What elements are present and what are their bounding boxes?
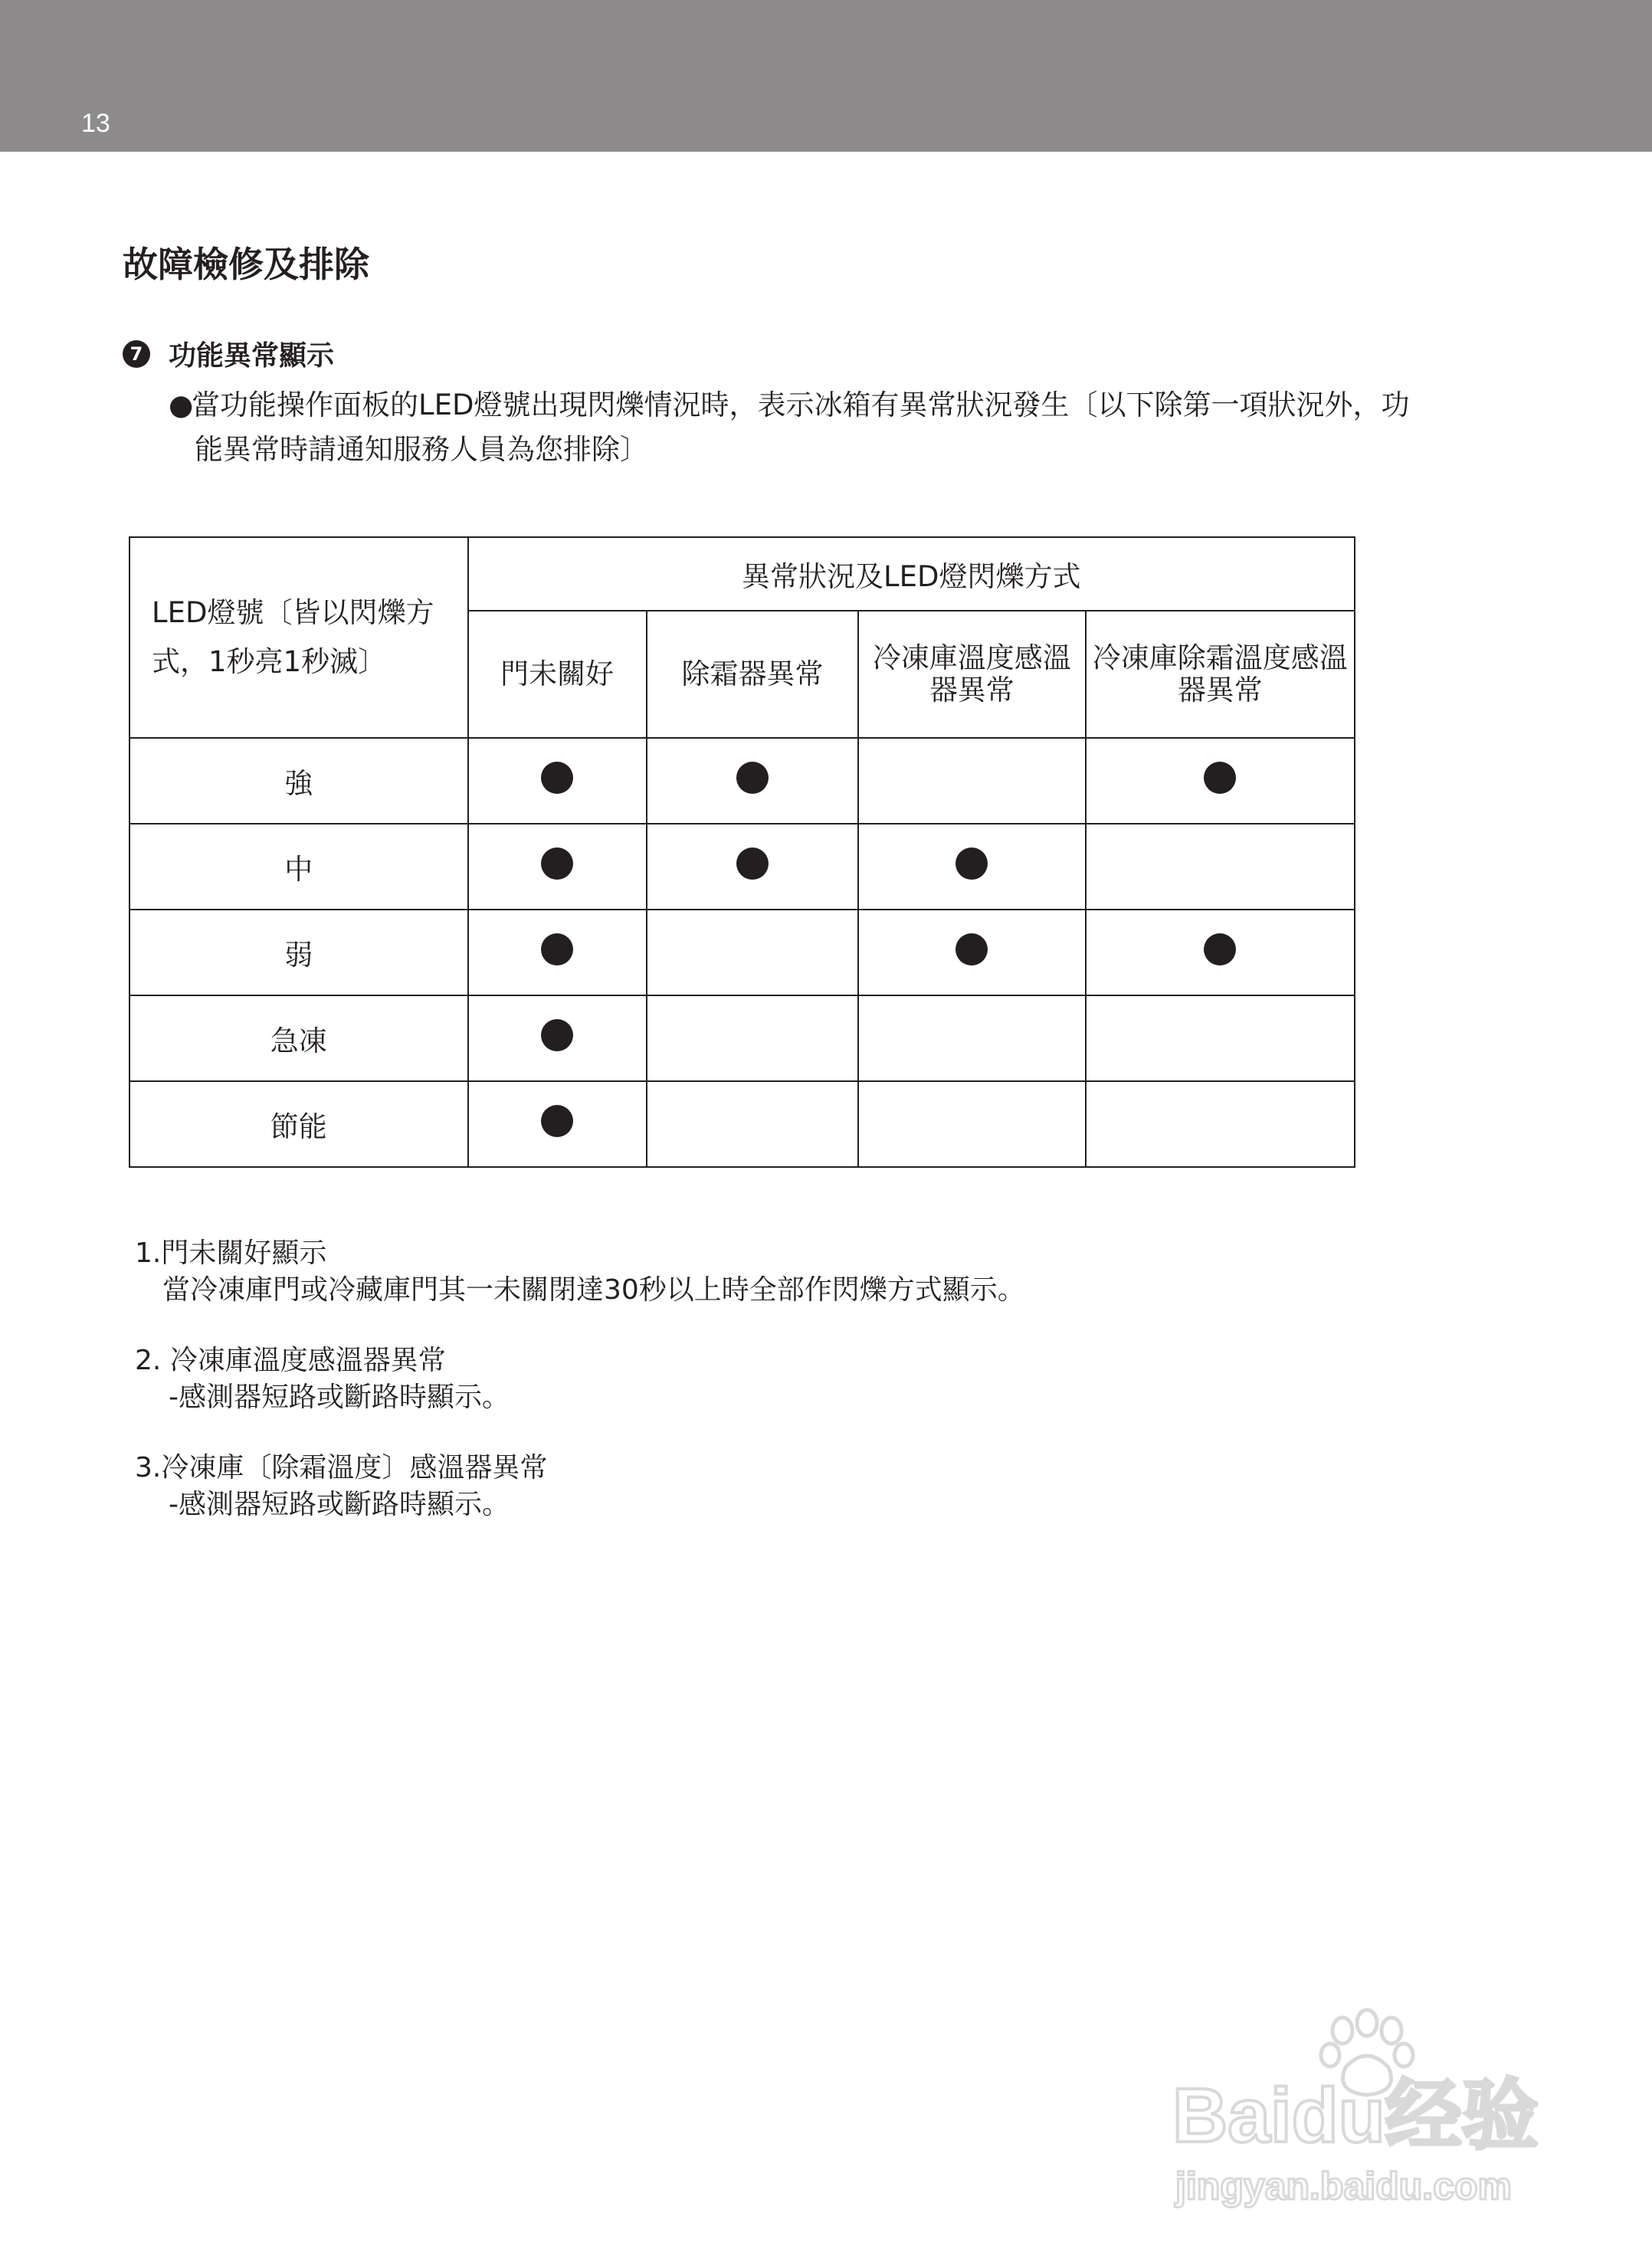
baidu-watermark — [1172, 2008, 1571, 2222]
led-dot-icon — [1204, 933, 1236, 965]
watermark-url: jingyan.baidu.com — [1175, 2165, 1512, 2208]
table-cell — [468, 1081, 647, 1167]
note-item — [135, 1235, 1514, 1309]
intro-line-2: 能異常時請通知服務人員為您排除〕 — [195, 433, 648, 466]
led-dot-icon — [541, 1019, 573, 1051]
note-body: 當冷凍庫門或冷藏庫門其一未關閉達30秒以上時全部作閃爍方式顯示。 — [162, 1274, 1025, 1306]
note-title: 1.門未關好顯示 — [135, 1238, 327, 1269]
table-cell — [1086, 995, 1355, 1081]
table-cell — [647, 824, 858, 910]
table-row — [129, 995, 1355, 1081]
table-row — [129, 824, 1355, 910]
table-cell — [468, 738, 647, 824]
table-cell — [647, 910, 858, 995]
number-badge-icon: 7 — [123, 340, 150, 368]
subsection-heading — [123, 334, 334, 373]
table-cell — [858, 824, 1085, 910]
table-cell — [647, 995, 858, 1081]
led-dot-icon — [541, 933, 573, 965]
table-body — [129, 738, 1355, 1167]
row-label: 強 — [129, 738, 468, 824]
column-header: 除霜器異常 — [647, 611, 858, 738]
row-label: 節能 — [129, 1081, 468, 1167]
led-dot-icon — [1204, 762, 1236, 794]
note-title: 3.冷凍庫〔除霜溫度〕感溫器異常 — [135, 1452, 548, 1483]
led-header-cell: LED燈號〔皆以閃爍方式，1秒亮1秒滅〕 — [129, 537, 468, 738]
led-dot-icon — [541, 847, 573, 880]
section-title: 故障檢修及排除 — [123, 244, 369, 285]
table-cell — [468, 910, 647, 995]
table-cell — [858, 910, 1085, 995]
table-cell — [858, 995, 1085, 1081]
intro-paragraph — [169, 383, 1532, 472]
subsection-title: 功能異常顯示 — [169, 340, 335, 372]
led-dot-icon — [955, 847, 988, 880]
note-item — [135, 1450, 1514, 1523]
note-body: -感測器短路或斷路時顯示。 — [169, 1382, 510, 1413]
led-dot-icon — [736, 847, 769, 880]
table-row — [129, 910, 1355, 995]
notes-section — [135, 1235, 1514, 1557]
table-row — [129, 1081, 1355, 1167]
table-cell — [468, 824, 647, 910]
table-cell — [1086, 1081, 1355, 1167]
table-cell — [858, 738, 1085, 824]
note-body: -感測器短路或斷路時顯示。 — [169, 1489, 510, 1520]
column-header: 冷凍庫除霜溫度感溫器異常 — [1086, 611, 1355, 738]
watermark-brand: Baidu经验 — [1172, 2073, 1539, 2159]
led-dot-icon — [541, 1105, 573, 1137]
page-header-bar — [0, 0, 1652, 152]
column-header: 門未關好 — [468, 611, 647, 738]
led-dot-icon — [541, 762, 573, 794]
note-title: 2. 冷凍庫溫度感溫器異常 — [135, 1345, 446, 1376]
table-cell — [1086, 738, 1355, 824]
led-dot-icon — [955, 933, 988, 965]
intro-line-1: 當功能操作面板的LED燈號出現閃爍情況時，表示冰箱有異常狀況發生〔以下除第一項狀況外，功 — [192, 388, 1410, 421]
table-cell — [468, 995, 647, 1081]
row-label: 急凍 — [129, 995, 468, 1081]
row-label: 弱 — [129, 910, 468, 995]
table-row — [129, 738, 1355, 824]
page-number: 13 — [81, 109, 110, 138]
bullet-icon: ● — [169, 388, 194, 421]
table-cell — [1086, 824, 1355, 910]
table-cell — [1086, 910, 1355, 995]
note-item — [135, 1342, 1514, 1416]
table-cell — [647, 738, 858, 824]
column-header: 冷凍庫溫度感溫器異常 — [858, 611, 1085, 738]
group-header-cell: 異常狀況及LED燈閃爍方式 — [468, 537, 1355, 611]
table-cell — [858, 1081, 1085, 1167]
table-cell — [647, 1081, 858, 1167]
led-dot-icon — [736, 762, 769, 794]
row-label: 中 — [129, 824, 468, 910]
led-error-table — [129, 536, 1355, 1168]
